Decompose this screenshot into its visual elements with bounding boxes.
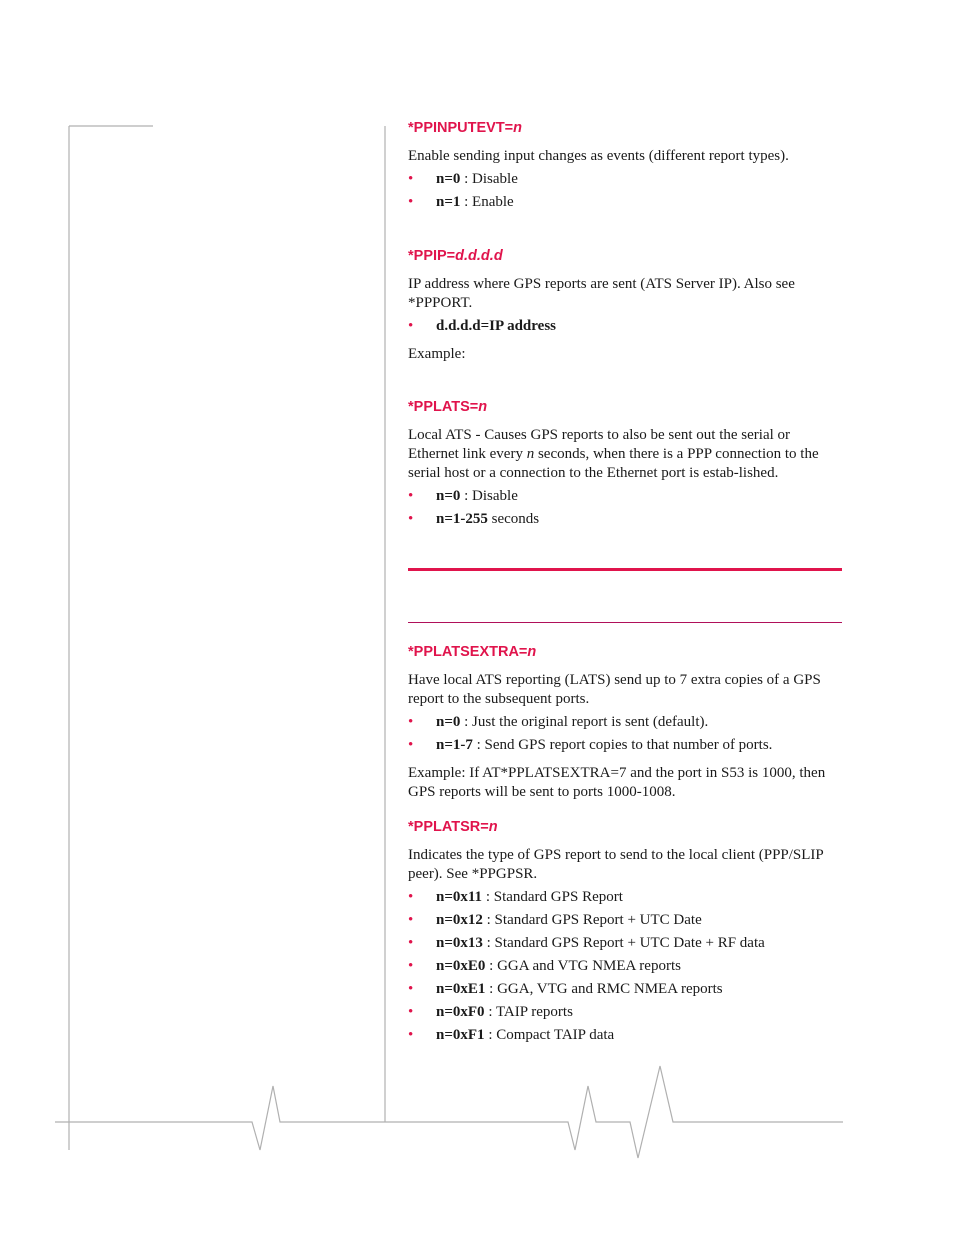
bullet-icon: • bbox=[408, 737, 414, 753]
option-description: : TAIP reports bbox=[484, 1004, 573, 1020]
list-item bbox=[408, 957, 842, 976]
list-item bbox=[408, 888, 842, 907]
command-description: IP address where GPS reports are sent (ATS Server IP). Also see *PPPORT. bbox=[408, 276, 795, 311]
command-heading bbox=[408, 399, 842, 415]
option-list bbox=[408, 170, 842, 212]
command-name: *PPINPUTEVT= bbox=[408, 120, 514, 136]
command-description: Enable sending input changes as events (different report types). bbox=[408, 148, 789, 164]
option-value: n=0x11 bbox=[436, 889, 483, 905]
bullet-icon: • bbox=[408, 714, 414, 730]
description-part: Local ATS - Causes GPS reports to also be sent out the serial or Ethernet link every bbox=[408, 427, 791, 462]
bullet-icon: • bbox=[408, 935, 414, 951]
list-item bbox=[408, 193, 842, 212]
command-name: *PPLATS= bbox=[408, 399, 479, 415]
option-description: : GGA and VTG NMEA reports bbox=[485, 958, 681, 974]
command-heading bbox=[408, 120, 842, 136]
bullet-icon: • bbox=[408, 958, 414, 974]
option-value: n=1-255 bbox=[436, 511, 488, 527]
option-value: n=0x12 bbox=[436, 912, 483, 928]
option-list bbox=[408, 317, 842, 336]
option-value: n=1-7 bbox=[436, 737, 473, 753]
description-variable: n bbox=[526, 446, 535, 462]
option-description: : Disable bbox=[460, 488, 518, 504]
description-part: seconds, when there is a PPP connection to the serial host or a connection to the Ethernet port is estab-lished. bbox=[408, 446, 819, 481]
option-description: : Compact TAIP data bbox=[484, 1027, 615, 1043]
section-ppinputevt bbox=[408, 120, 842, 212]
bullet-icon: • bbox=[408, 318, 414, 334]
option-list bbox=[408, 713, 842, 755]
list-item bbox=[408, 487, 842, 506]
option-description: : Just the original report is sent (default). bbox=[460, 714, 709, 730]
example-text: Example: bbox=[408, 346, 466, 362]
option-value: d.d.d.d=IP address bbox=[436, 318, 556, 334]
option-description: : GGA, VTG and RMC NMEA reports bbox=[485, 981, 723, 997]
list-item bbox=[408, 713, 842, 732]
example-text: Example: If AT*PPLATSEXTRA=7 and the port in S53 is 1000, then GPS reports will be sent to ports 1000-1008. bbox=[408, 765, 826, 800]
bullet-icon: • bbox=[408, 981, 414, 997]
waveform-footer bbox=[55, 1066, 843, 1158]
section-divider-thick bbox=[408, 568, 842, 571]
bullet-icon: • bbox=[408, 194, 414, 210]
option-value: n=0 bbox=[436, 488, 461, 504]
command-heading bbox=[408, 644, 842, 660]
section-pplats bbox=[408, 399, 842, 529]
list-item bbox=[408, 911, 842, 930]
option-list bbox=[408, 487, 842, 529]
option-description: : Standard GPS Report + UTC Date + RF data bbox=[482, 935, 765, 951]
option-description: : Send GPS report copies to that number of ports. bbox=[472, 737, 773, 753]
option-value: n=0 bbox=[436, 714, 461, 730]
option-description: : Standard GPS Report bbox=[482, 889, 623, 905]
command-description bbox=[408, 426, 842, 483]
option-value: n=0xE1 bbox=[436, 981, 486, 997]
command-description: Have local ATS reporting (LATS) send up to 7 extra copies of a GPS report to the subsequent ports. bbox=[408, 672, 821, 707]
option-value: n=0 bbox=[436, 171, 461, 187]
option-value: n=0xF1 bbox=[436, 1027, 485, 1043]
option-description: seconds bbox=[487, 511, 540, 527]
section-pplatsr bbox=[408, 819, 842, 1045]
command-arg: n bbox=[488, 819, 498, 835]
command-name: *PPIP= bbox=[408, 248, 456, 264]
list-item bbox=[408, 170, 842, 189]
option-value: n=0xE0 bbox=[436, 958, 486, 974]
bullet-icon: • bbox=[408, 1027, 414, 1043]
bullet-icon: • bbox=[408, 488, 414, 504]
bullet-icon: • bbox=[408, 912, 414, 928]
command-name: *PPLATSEXTRA= bbox=[408, 644, 528, 660]
option-value: n=0x13 bbox=[436, 935, 483, 951]
command-arg: n bbox=[527, 644, 537, 660]
list-item bbox=[408, 510, 842, 529]
option-description: : Disable bbox=[460, 171, 518, 187]
bullet-icon: • bbox=[408, 171, 414, 187]
list-item bbox=[408, 736, 842, 755]
command-arg: d.d.d.d bbox=[455, 248, 503, 264]
list-item bbox=[408, 934, 842, 953]
option-list bbox=[408, 888, 842, 1045]
command-arg: n bbox=[513, 120, 523, 136]
bullet-icon: • bbox=[408, 1004, 414, 1020]
list-item bbox=[408, 980, 842, 999]
list-item bbox=[408, 1003, 842, 1022]
command-description: Indicates the type of GPS report to send to the local client (PPP/SLIP peer). See *PPGPSR. bbox=[408, 847, 824, 882]
option-value: n=1 bbox=[436, 194, 461, 210]
bullet-icon: • bbox=[408, 889, 414, 905]
command-heading bbox=[408, 819, 842, 835]
option-description: : Enable bbox=[460, 194, 514, 210]
option-value: n=0xF0 bbox=[436, 1004, 485, 1020]
option-description: : Standard GPS Report + UTC Date bbox=[482, 912, 702, 928]
section-pplatsextra bbox=[408, 644, 842, 802]
command-name: *PPLATSR= bbox=[408, 819, 489, 835]
list-item bbox=[408, 317, 842, 336]
section-ppip bbox=[408, 248, 842, 364]
list-item bbox=[408, 1026, 842, 1045]
command-heading bbox=[408, 248, 842, 264]
section-divider-thin bbox=[408, 622, 842, 623]
command-arg: n bbox=[478, 399, 488, 415]
bullet-icon: • bbox=[408, 511, 414, 527]
